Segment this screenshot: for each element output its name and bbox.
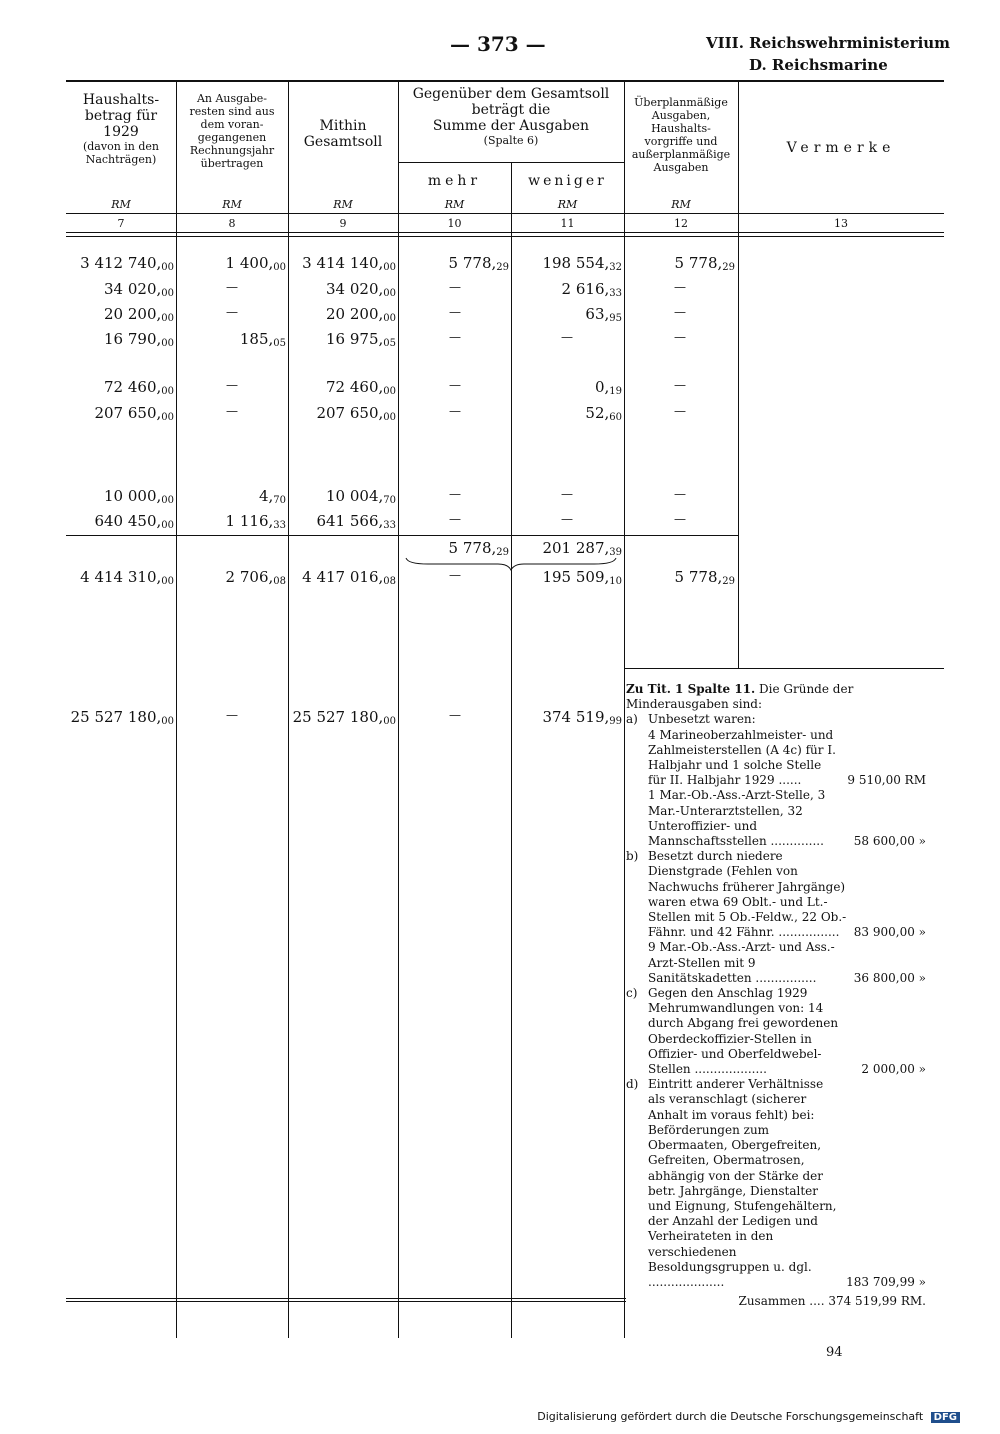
page-number: — 373 — bbox=[450, 32, 546, 56]
note-line bbox=[648, 940, 926, 986]
cell-c12-row-5: — bbox=[674, 378, 686, 392]
note-item bbox=[626, 1077, 926, 1290]
title1-c11: 374 $519,_{99}$ bbox=[542, 708, 622, 727]
header-col-12: Überplanmäßige Ausgaben, Haushalts- vorgriffe und außerplanmäßige Ausgaben bbox=[631, 96, 731, 174]
colnum-7: 7 bbox=[117, 217, 125, 230]
cell-c7-row-2: 34 $020,_{00}$ bbox=[104, 280, 174, 299]
cell-c12-row-2: — bbox=[674, 280, 686, 294]
note-line bbox=[648, 986, 926, 1077]
cell-c7-row-6: 207 $650,_{00}$ bbox=[94, 404, 174, 423]
note-line-amount: 2 000,00 » bbox=[861, 1062, 926, 1077]
total-c9: 4 417 $016,_{08}$ bbox=[302, 568, 396, 587]
colnum-12: 12 bbox=[674, 217, 688, 230]
cell-c7-row-8: 640 $450,_{00}$ bbox=[94, 512, 174, 531]
note-line-text: 1 Mar.-Ob.-Ass.-Arzt-Stelle, 3 Mar.-Unterarztstellen, 32 Unteroffizier- und Mannschaftsstellen .............. bbox=[648, 788, 826, 849]
cell-c12-row-6: — bbox=[674, 404, 686, 418]
total-c8: 2 $706,_{08}$ bbox=[225, 568, 286, 587]
cell-c7-row-1: 3 412 $740,_{00}$ bbox=[80, 254, 174, 273]
col-divider-10-11 bbox=[511, 162, 512, 1338]
cell-c11-row-7: — bbox=[561, 487, 573, 501]
cell-c11-row-2: 2 $616,_{33}$ bbox=[561, 280, 622, 299]
cell-c8-row-5: — bbox=[226, 378, 238, 392]
cell-c9-row-5: 72 $460,_{00}$ bbox=[326, 378, 396, 397]
footer bbox=[537, 1410, 960, 1423]
cell-c11-row-6: $52,_{60}$ bbox=[585, 404, 622, 423]
table-bottom-rule-2 bbox=[66, 1301, 626, 1302]
cell-c9-row-8: 641 $566,_{33}$ bbox=[316, 512, 396, 531]
note-line bbox=[648, 712, 926, 727]
note-item-label: b) bbox=[626, 849, 639, 864]
col-divider-9-10 bbox=[398, 80, 399, 1338]
header-col-8: An Ausgabe- resten sind aus dem voran- gegangenen Rechnungsjahr übertragen bbox=[189, 92, 275, 170]
header-col-7: Haushalts- betrag für 1929 (davon in den Nachträgen) bbox=[82, 92, 160, 166]
col-divider-7-8 bbox=[176, 80, 177, 1338]
col-divider-11-12 bbox=[624, 80, 625, 1338]
header-col-9: Mithin Gesamtsoll bbox=[303, 118, 383, 150]
title1-c9: 25 527 $180,_{00}$ bbox=[292, 708, 396, 727]
subtotal-c11: 201 $287,_{39}$ bbox=[542, 539, 622, 558]
header-col-13: Vermerke bbox=[786, 140, 896, 156]
title1-c10: — bbox=[449, 708, 461, 722]
note-item-label: d) bbox=[626, 1077, 639, 1092]
cell-c10-row-3: — bbox=[449, 305, 461, 319]
cell-c7-row-3: 20 $200,_{00}$ bbox=[104, 305, 174, 324]
note-line-text: 9 Mar.-Ob.-Ass.-Arzt- und Ass.-Arzt-Stellen mit 9 Sanitätskadetten ................ bbox=[648, 940, 835, 985]
note-line bbox=[648, 788, 926, 849]
note-item-label: c) bbox=[626, 986, 638, 1001]
cell-c7-row-5: 72 $460,_{00}$ bbox=[104, 378, 174, 397]
cell-c9-row-4: 16 $975,_{05}$ bbox=[326, 330, 396, 349]
note-line-text: Besetzt durch niedere Dienstgrade (Fehlen von Nachwuchs früherer Jahrgänge) waren etwa 69 Oblt.- und Lt.-Stellen mit 5 Ob.-Feldw., 22 Ob.-Fähnr. und 42 Fähnr. ................ bbox=[648, 849, 847, 940]
header-col-10-11: Gegenüber dem Gesamtsoll beträgt die Summe der Ausgaben (Spalte 6) bbox=[412, 86, 610, 147]
note-heading: Zu Tit. 1 Spalte 11. bbox=[626, 682, 756, 696]
cell-c12-row-3: — bbox=[674, 305, 686, 319]
note-line-amount: 36 800,00 » bbox=[853, 970, 926, 985]
cell-c11-row-4: — bbox=[561, 330, 573, 344]
note-line-text: 4 Marineoberzahlmeister- und Zahlmeisterstellen (A 4c) für I. Halbjahr und 1 solche Stelle für II. Halbjahr 1929 ...... bbox=[648, 727, 836, 788]
col-divider-12-13 bbox=[738, 80, 739, 668]
note-line-text: Gegen den Anschlag 1929 Mehrumwandlungen von: 14 durch Abgang frei gewordenen Oberdeckoffizier-Stellen in Offizier- und Oberfeldwebel-Stellen ................... bbox=[648, 986, 839, 1077]
cell-c8-row-1: 1 $400,_{00}$ bbox=[225, 254, 286, 273]
cell-c10-row-2: — bbox=[449, 280, 461, 294]
cell-c9-row-6: 207 $650,_{00}$ bbox=[316, 404, 396, 423]
cell-c7-row-7: 10 $000,_{00}$ bbox=[104, 487, 174, 506]
colnum-11: 11 bbox=[560, 217, 575, 230]
total-c7: 4 414 $310,_{00}$ bbox=[80, 568, 174, 587]
cell-c11-row-1: 198 $554,_{32}$ bbox=[542, 254, 622, 273]
header-bottom-rule-2 bbox=[66, 236, 944, 237]
cell-c10-row-5: — bbox=[449, 378, 461, 392]
table-top-rule bbox=[66, 80, 944, 82]
note-item bbox=[626, 986, 926, 1077]
unit-rule bbox=[66, 213, 944, 214]
note-item bbox=[626, 712, 926, 849]
total-c12: 5 $778,_{29}$ bbox=[674, 568, 735, 587]
note-top-rule bbox=[624, 668, 944, 669]
title1-c8: — bbox=[226, 708, 238, 722]
note-sum: Zusammen .... 374 519,99 RM. bbox=[738, 1294, 926, 1309]
cell-c9-row-3: 20 $200,_{00}$ bbox=[326, 305, 396, 324]
note-line-amount: 9 510,00 RM bbox=[847, 773, 926, 788]
note-line-amount: 58 600,00 » bbox=[853, 834, 926, 849]
cell-c11-row-3: $63,_{95}$ bbox=[585, 305, 622, 324]
footer-text: Digitalisierung gefördert durch die Deutsche Forschungsgemeinschaft bbox=[537, 1410, 924, 1423]
note-line-text: Eintritt anderer Verhältnisse als veranschlagt (sicherer Anhalt im voraus fehlt) bei: Beförderungen zum Obermaaten, Obergefreiten, Gefreiten, Obermatrosen, abhängig von der Stärke der betr. Jahrgänge, Dienstalter und Eignung, Stufengehältern, der Anzahl der Ledigen und Verheirateten in den verschiedenen Besoldungsgruppen u. dgl. .................... bbox=[648, 1077, 837, 1289]
cell-c9-row-7: 10 $004,_{70}$ bbox=[326, 487, 396, 506]
note-line-amount: 83 900,00 » bbox=[853, 925, 926, 940]
cell-c8-row-2: — bbox=[226, 280, 238, 294]
ministry-title: VIII. Reichswehrministerium bbox=[706, 34, 951, 52]
cell-c10-row-6: — bbox=[449, 404, 461, 418]
unit-col-9: RM bbox=[333, 198, 353, 211]
colnum-13: 13 bbox=[834, 217, 848, 230]
cell-c10-row-8: — bbox=[449, 512, 461, 526]
total-c11: 195 $509,_{10}$ bbox=[542, 568, 622, 587]
title1-c7: 25 527 $180,_{00}$ bbox=[70, 708, 174, 727]
cell-c8-row-4: $185,_{05}$ bbox=[239, 330, 286, 349]
note-lead: Die Gründe der Minderausgaben sind: bbox=[626, 682, 854, 712]
cell-c12-row-1: 5 $778,_{29}$ bbox=[674, 254, 735, 273]
subtotal-c10: 5 $778,_{29}$ bbox=[448, 539, 509, 558]
cell-c9-row-1: 3 414 $140,_{00}$ bbox=[302, 254, 396, 273]
colnum-9: 9 bbox=[339, 217, 347, 230]
header-bottom-rule bbox=[66, 232, 944, 233]
dfg-logo: DFG bbox=[931, 1412, 960, 1423]
cell-c10-row-1: 5 $778,_{29}$ bbox=[448, 254, 509, 273]
cell-c8-row-7: $4,_{70}$ bbox=[258, 487, 286, 506]
unit-col-8: RM bbox=[222, 198, 242, 211]
division-title: D. Reichsmarine bbox=[749, 56, 888, 74]
cell-c12-row-4: — bbox=[674, 330, 686, 344]
unit-col-10: RM bbox=[444, 198, 465, 211]
note-item bbox=[626, 849, 926, 986]
note-item-label: a) bbox=[626, 712, 638, 727]
cell-c12-row-7: — bbox=[674, 487, 686, 501]
col-divider-8-9 bbox=[288, 80, 289, 1338]
table-bottom-rule bbox=[66, 1298, 626, 1299]
note-line bbox=[648, 1077, 926, 1290]
cell-c7-row-4: 16 $790,_{00}$ bbox=[104, 330, 174, 349]
note-line bbox=[648, 849, 926, 940]
cell-c11-row-5: $0,_{19}$ bbox=[594, 378, 622, 397]
unit-col-11: RM bbox=[557, 198, 578, 211]
cell-c8-row-8: 1 $116,_{33}$ bbox=[225, 512, 286, 531]
unit-col-7: RM bbox=[111, 198, 131, 211]
colnum-8: 8 bbox=[228, 217, 236, 230]
cell-c11-row-8: — bbox=[561, 512, 573, 526]
cell-c10-row-4: — bbox=[449, 330, 461, 344]
cell-c8-row-6: — bbox=[226, 404, 238, 418]
note-line bbox=[648, 728, 926, 789]
note-block bbox=[626, 682, 926, 1309]
unit-col-12: RM bbox=[671, 198, 691, 211]
subtotal-brace bbox=[398, 556, 624, 572]
colnum-10: 10 bbox=[447, 217, 462, 230]
sum-rule bbox=[66, 535, 738, 536]
header-col-10: mehr bbox=[427, 173, 482, 189]
cell-c9-row-2: 34 $020,_{00}$ bbox=[326, 280, 396, 299]
note-line-amount: 183 709,99 » bbox=[846, 1274, 926, 1289]
note-line-text: Unbesetzt waren: bbox=[648, 712, 756, 727]
total-c10: — bbox=[449, 568, 461, 582]
note-items bbox=[626, 712, 926, 1290]
cell-c10-row-7: — bbox=[449, 487, 461, 501]
cell-c8-row-3: — bbox=[226, 305, 238, 319]
sheet-number: 94 bbox=[826, 1345, 843, 1360]
cell-c12-row-8: — bbox=[674, 512, 686, 526]
header-col-11: weniger bbox=[528, 173, 607, 189]
